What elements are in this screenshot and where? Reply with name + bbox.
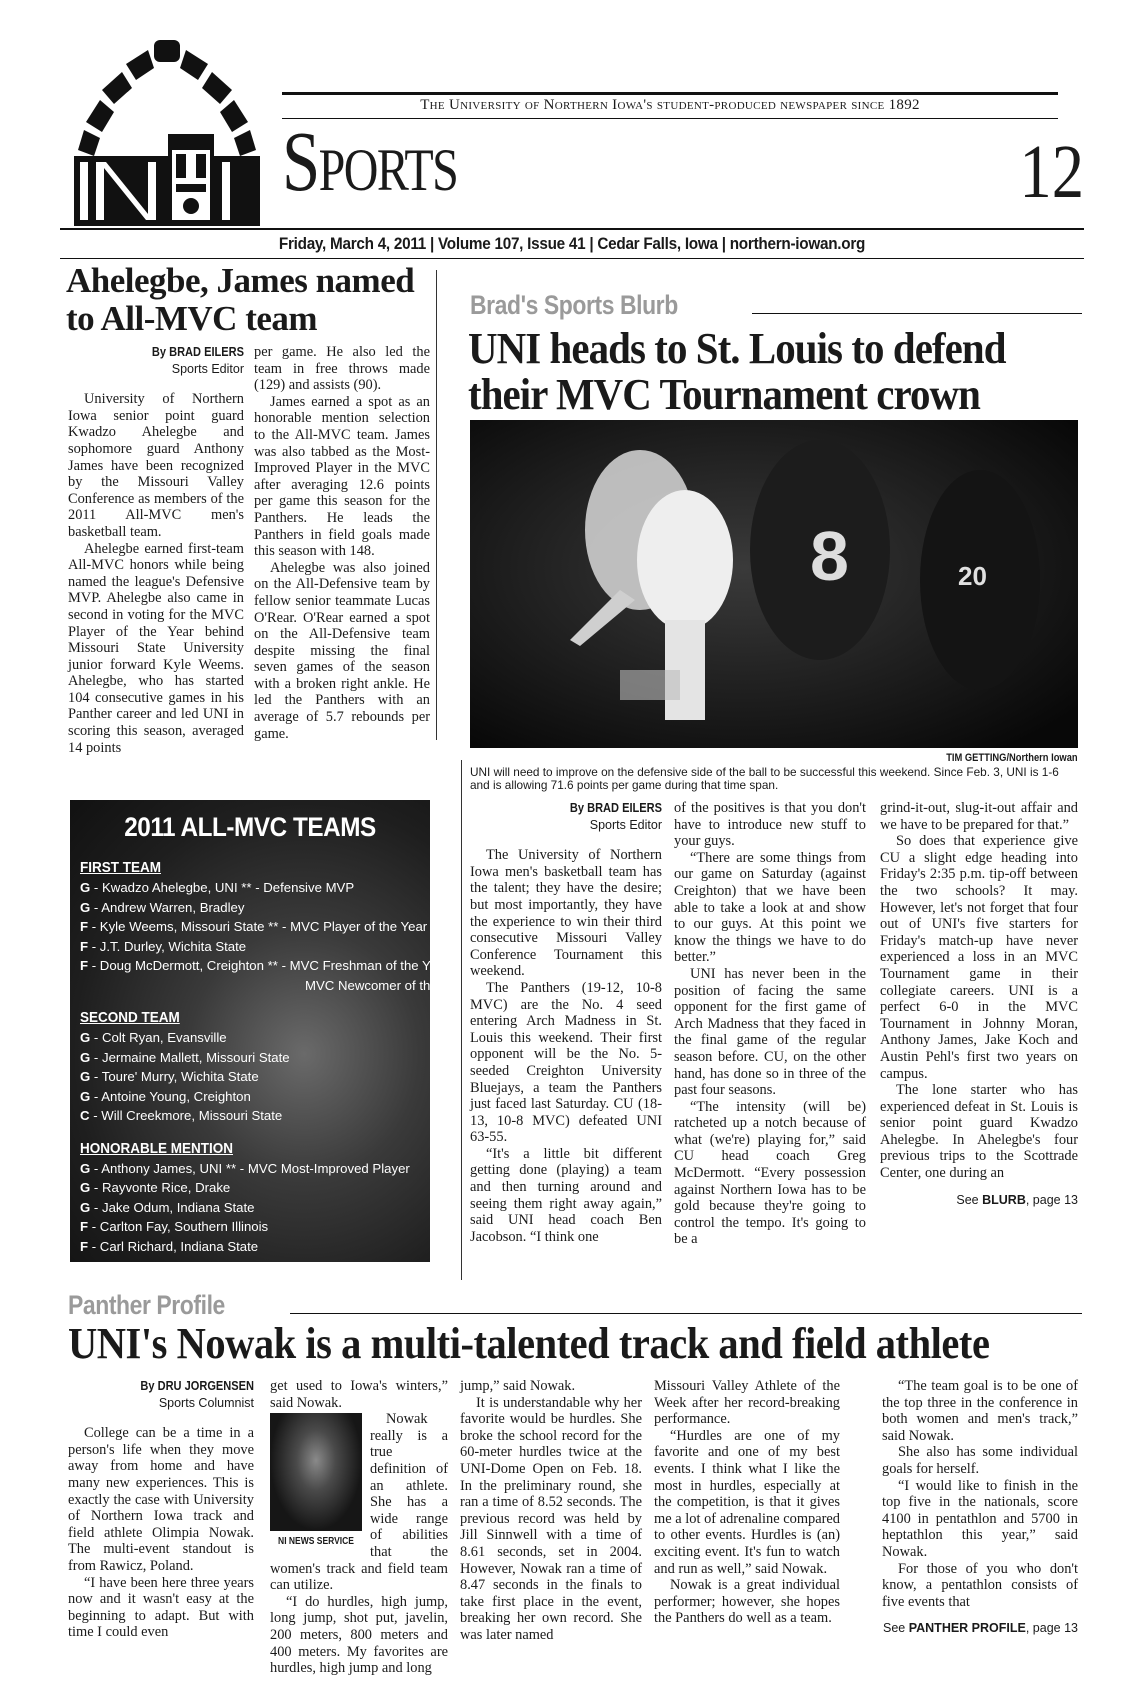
paragraph: grind-it-out, slug-it-out affair and we have to be prepared for that.” xyxy=(880,800,1078,833)
left-story-col-2 xyxy=(254,344,430,742)
column-kicker: Brad's Sports Blurb xyxy=(470,290,678,320)
paragraph: per game. He also led the team in free throws made (129) and assists (90). xyxy=(254,344,430,394)
column-divider xyxy=(436,270,437,740)
paragraph: “I would like to finish in the top five in the nationals, score 4100 in pentathlon and 5700 in heptathlon this year,” said Nowak. xyxy=(882,1477,1078,1560)
svg-text:20: 20 xyxy=(958,561,987,591)
jump-target: PANTHER PROFILE xyxy=(908,1621,1026,1636)
position: G xyxy=(80,1049,91,1065)
byline-role: Sports Editor xyxy=(589,817,662,832)
all-mvc-teams-box xyxy=(70,800,468,1262)
mvc-row: G - Andrew Warren, Bradley xyxy=(80,899,245,915)
mvc-section-heading: FIRST TEAM xyxy=(80,859,161,876)
mvc-section-heading: HONORABLE MENTION xyxy=(80,1139,233,1157)
paragraph: get used to Iowa's winters,” said Nowak. xyxy=(270,1378,448,1411)
byline xyxy=(68,1378,254,1411)
player: Kyle Weems, Missouri State ** - MVC Player of the Year xyxy=(99,919,428,934)
byline-name: By BRAD EILERS xyxy=(569,800,662,815)
mvc-row: F - Carlton Fay, Southern Illinois xyxy=(80,1219,269,1234)
mvc-row: C - Will Creekmore, Missouri State xyxy=(80,1108,283,1123)
mvc-row: G - Toure' Murry, Wichita State xyxy=(80,1069,259,1084)
profile-col-5 xyxy=(882,1378,1078,1637)
right-story-headline: UNI heads to St. Louis to defend their MVC Tournament crown xyxy=(468,324,1006,419)
position: G xyxy=(80,1199,91,1215)
award-continued: MVC Newcomer of the Year xyxy=(305,977,468,993)
paragraph: It is understandable why her favorite would be hurdles. She broke the school record for the 60-meter hurdles twice at the UNI-Dome Open on Feb. 18. In the preliminary round, she ran a time of 8.52 seconds. The previous record was held by Jill Sinnwell with a time of 8.61 seconds, set in 2004. However, Nowak ran a time of 8.47 seconds in the finals to take first place in the event, breaking her own record. She was later named xyxy=(460,1394,642,1643)
paragraph: “The intensity (will be) ratcheted up a notch because of what (we're) playing for,” said CU head coach Greg McDermott. “Every possession against Northern Iowa has to be gold because they're going to control the tempo. It's going to be a xyxy=(674,1098,866,1248)
profile-col-3 xyxy=(460,1378,642,1644)
player: Andrew Warren, Bradley xyxy=(101,899,245,915)
dateline: Friday, March 4, 2011 | Volume 107, Issue 41 | Cedar Falls, Iowa | northern-iowan.org xyxy=(278,234,866,253)
dateline-rule xyxy=(60,258,1084,259)
position: G xyxy=(80,1069,91,1084)
paragraph: “The team goal is to be one of the top three in the conference in both women and men's track,” said Nowak. xyxy=(882,1378,1078,1444)
basketball-photo-placeholder xyxy=(470,420,1078,748)
position: F xyxy=(80,938,89,954)
paragraph: “It's a little bit different getting done (playing) a team and then turning around and seeing them right away again,” said UNI head coach Ben Jacobson. “I think one xyxy=(470,1145,662,1245)
mvc-row: G - Jermaine Mallett, Missouri State xyxy=(80,1049,290,1065)
athlete-photo xyxy=(270,1413,362,1531)
mvc-row: G - Kwadzo Ahelegbe, UNI ** - Defensive MVP xyxy=(80,880,355,895)
position: G xyxy=(80,1030,91,1045)
athlete-mugshot xyxy=(270,1413,362,1551)
position: C xyxy=(80,1108,90,1123)
position: G xyxy=(80,1180,91,1195)
paragraph: “There are some things from our game on Saturday (against Creighton) that we have been able to take a look at and show to our guys. At this point we know the things we have to do better.” xyxy=(674,849,866,966)
player: J.T. Durley, Wichita State xyxy=(99,938,247,954)
paragraph: “I do hurdles, high jump, long jump, shot put, javelin, 200 meters, 800 meters and 400 meters. My favorites are hurdles, high jump and long xyxy=(270,1593,448,1677)
photo-caption: UNI will need to improve on the defensive side of the ball to be successful this weekend. Since Feb. 3, UNI is 1-6 and is allowing 71.6 points per game during that time span. xyxy=(470,765,1059,792)
jump-suffix: , page 13 xyxy=(1025,1192,1078,1207)
byline-name: By BRAD EILERS xyxy=(151,344,244,359)
byline-role: Sports Editor xyxy=(171,361,244,376)
dateline-rule xyxy=(60,228,1084,230)
player: Rayvonte Rice, Drake xyxy=(102,1180,231,1195)
left-story-col-1 xyxy=(68,344,244,756)
position: F xyxy=(80,919,89,934)
jump-link-panther-profile[interactable] xyxy=(882,1620,1078,1637)
paragraph: Nowak really is a true definition of an athlete. She has a wide range of abilities that the women's track and field team can utilize. xyxy=(270,1411,448,1594)
paragraph: James earned a spot as an honorable mention selection to the All-MVC team. James was also tabbed as the Most-Improved Player in the MVC after averaging 12.6 points per game this season for the Panthers. He leads the Panthers in field goals made this season with 148. xyxy=(254,393,430,560)
player: Antoine Young, Creighton xyxy=(101,1088,251,1104)
paragraph: University of Northern Iowa senior point guard Kwadzo Ahelegbe and sophomore guard Anthony James have been recognized by the Missouri Valley Conference as members of the 2011 All-MVC men's basketball team. xyxy=(68,391,244,540)
right-story-col-3 xyxy=(880,800,1078,1208)
mvc-row: G - Anthony James, UNI ** - MVC Most-Improved Player xyxy=(80,1160,410,1176)
right-story-col-2 xyxy=(674,800,866,1248)
uni-logo xyxy=(72,38,262,228)
paragraph: jump,” said Nowak. xyxy=(460,1378,576,1394)
player: Doug McDermott, Creighton ** - MVC Freshman of the Year/ xyxy=(99,958,453,973)
kicker-rule xyxy=(290,1313,1082,1314)
mvc-row: G - Antoine Young, Creighton xyxy=(80,1088,251,1104)
player: Will Creekmore, Missouri State xyxy=(101,1108,283,1123)
paragraph: UNI has never been in the position of facing the same opponent for the first game of Arch Madness that they faced in the final game of the regular season before. CU, on the other hand, has done so in three of the past four seasons. xyxy=(674,965,866,1099)
jump-target: BLURB xyxy=(982,1192,1026,1207)
paragraph: of the positives is that you don't have to introduce new stuff to your guys. xyxy=(674,800,866,850)
byline xyxy=(470,800,662,833)
player: Colt Ryan, Evansville xyxy=(102,1030,227,1045)
jump-suffix: , page 13 xyxy=(1025,1621,1078,1636)
position: G xyxy=(80,899,91,915)
masthead-rule xyxy=(282,92,1058,95)
paragraph: For those of you who don't know, a pentathlon consists of five events that xyxy=(882,1560,1078,1610)
paragraph: “I have been here three years now and it wasn't easy at the beginning to adapt. But with time I could even xyxy=(68,1574,254,1641)
mvc-row: G - Rayvonte Rice, Drake xyxy=(80,1180,231,1195)
kicker-rule xyxy=(752,313,1082,314)
left-story-headline: Ahelegbe, James named to All-MVC team xyxy=(66,261,415,338)
paragraph: Ahelegbe earned first-team All-MVC honors while being named the league's Defensive MVP. Ahelegbe also came in second in voting for the MVC Player of the Year behind Missouri State University junior forward Kyle Weems. Ahelegbe, who has started 104 consecutive games in his Panther career and led UNI in scoring this season, averaged 14 points xyxy=(68,540,244,756)
byline-name: By DRU JORGENSEN xyxy=(140,1378,254,1393)
jump-link-blurb[interactable] xyxy=(880,1192,1078,1209)
paragraph: So does that experience give CU a slight edge heading into Friday's 2:35 p.m. tip-off between the two schools? It may. However, let's not forget that four out of UNI's five starters for Friday's match-up have never experienced a loss in an MVC Tournament game in their collegiate careers. UNI is a perfect 6-0 in the MVC Tournament in Johnny Moran, Anthony James, Jake Koch and Austin Pehl's first two years on campus. xyxy=(880,833,1078,1082)
photo-credit: TIM GETTING/Northern Iowan xyxy=(946,752,1078,764)
mvc-row: F - Kyle Weems, Missouri State ** - MVC Player of the Year xyxy=(80,919,428,934)
paragraph: Nowak is a great individual performer; however, she hopes the Panthers do well as a team. xyxy=(654,1577,840,1627)
mug-credit: NI NEWS SERVICE xyxy=(278,1536,354,1548)
mvc-row: G - Jake Odum, Indiana State xyxy=(80,1199,255,1215)
mvc-row: F - Carl Richard, Indiana State xyxy=(80,1238,259,1254)
player: Anthony James, UNI ** - MVC Most-Improved Player xyxy=(101,1160,410,1176)
jump-prefix: See xyxy=(882,1621,906,1636)
mvc-row: F - Doug McDermott, Creighton ** - MVC Freshman of the Year/ MVC Newcomer of the Year xyxy=(80,956,420,995)
profile-col-1 xyxy=(68,1378,254,1641)
mvc-row: G - Colt Ryan, Evansville xyxy=(80,1030,227,1045)
paragraph: Missouri Valley Athlete of the Week after her record-breaking performance. xyxy=(654,1378,840,1428)
profile-col-4 xyxy=(654,1378,840,1627)
paragraph: The Panthers (19-12, 10-8 MVC) are the No. 4 seed entering Arch Madness in St. Louis this weekend. Their first opponent will be the No. 5-seeded Creighton University Bluejays, a team the Panthers just faced last Saturday. CU (18-13, 10-8 MVC) defeated UNI 63-55. xyxy=(470,979,662,1146)
position: F xyxy=(80,958,89,973)
position: G xyxy=(80,1088,91,1104)
position: F xyxy=(80,1238,89,1254)
byline xyxy=(68,344,244,377)
player: Toure' Murry, Wichita State xyxy=(101,1069,259,1084)
player: Jermaine Mallett, Missouri State xyxy=(102,1049,290,1065)
mvc-row: F - J.T. Durley, Wichita State xyxy=(80,938,247,954)
paragraph: College can be a time in a person's life when they move away from home and have many new experiences. This is exactly the case with University of Northern Iowa track and field athlete Olimpia Nowak. The multi-event standout is from Rawicz, Poland. xyxy=(68,1425,254,1574)
paragraph: The lone starter who has experienced defeat in St. Louis is senior point guard Kwadzo Ahelegbe. In Ahelegbe's four previous trips to the Scottrade Center, one during an xyxy=(880,1082,1078,1182)
profile-col-2 xyxy=(270,1378,448,1677)
position: G xyxy=(80,1160,91,1176)
svg-text:8: 8 xyxy=(810,517,849,595)
game-photo xyxy=(470,420,1078,748)
right-story-col-1 xyxy=(470,800,662,1245)
column-divider xyxy=(461,760,462,1280)
player: Carlton Fay, Southern Illinois xyxy=(99,1219,269,1234)
paragraph: “Hurdles are one of my favorite and one of my best events. I think what I like the most in hurdles, especially at the competition, is that it gives me a lot of adrenaline compared to other events. Hurdles is (an) exciting event. It's fun to watch and run as well,” said Nowak. xyxy=(654,1427,840,1577)
paragraph: She also has some individual goals for herself. xyxy=(882,1444,1078,1477)
player: Carl Richard, Indiana State xyxy=(99,1238,259,1254)
position: F xyxy=(80,1219,89,1234)
profile-headline: UNI's Nowak is a multi-talented track and field athlete xyxy=(68,1319,990,1368)
jump-prefix: See xyxy=(956,1192,979,1207)
player: Jake Odum, Indiana State xyxy=(102,1199,255,1215)
profile-kicker: Panther Profile xyxy=(68,1290,225,1320)
position: G xyxy=(80,880,91,895)
paragraph: Ahelegbe was also joined on the All-Defensive team by fellow senior teammate Lucas O'Rear. O'Rear earned a spot on the All-Defensive team despite missing the final seven games of the season with a broken right ankle. He led the Panthers with an average of 5.7 rebounds per game. xyxy=(254,559,430,742)
player: Kwadzo Ahelegbe, UNI ** - Defensive MVP xyxy=(102,880,355,895)
paragraph: The University of Northern Iowa men's basketball team has the talent; they have the desire; but most importantly, they have the experience to win their third consecutive Missouri Valley Conference Tournament this weekend. xyxy=(470,847,662,980)
byline-role: Sports Columnist xyxy=(158,1395,254,1410)
masthead-tagline: The University of Northern Iowa's student-produced newspaper since 1892 xyxy=(420,97,920,113)
page-number: 12 xyxy=(1019,130,1084,214)
section-title: Sports xyxy=(282,113,458,209)
mvc-section-heading: SECOND TEAM xyxy=(80,1009,180,1026)
mvc-box-title: 2011 ALL-MVC TEAMS xyxy=(124,812,376,842)
